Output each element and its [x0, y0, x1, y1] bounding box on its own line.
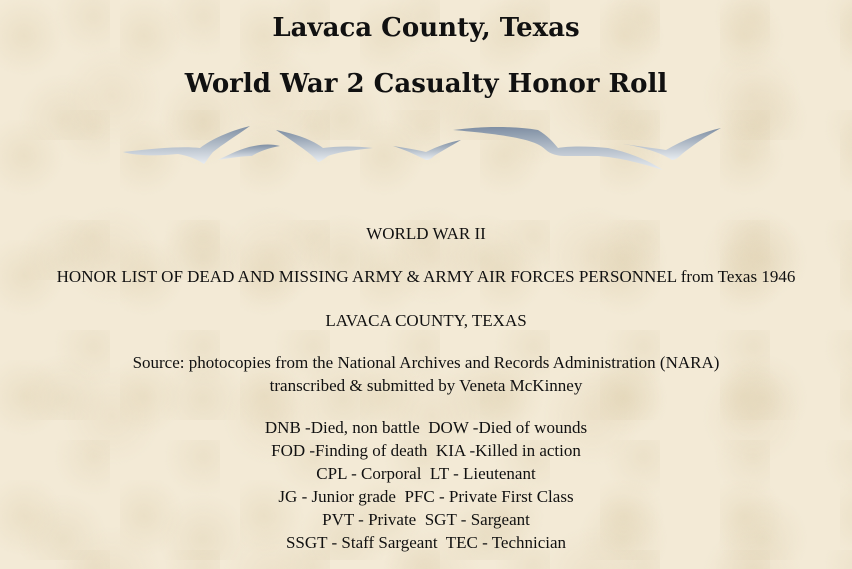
county-label: LAVACA COUNTY, TEXAS — [325, 311, 527, 330]
submitter-line: transcribed & submitted by Veneta McKinney — [269, 376, 583, 395]
legend-item: CPL - Corporal LT - Lieutenant — [316, 464, 536, 483]
page-title: Lavaca County, Texas — [272, 13, 580, 43]
source-credit — [0, 351, 852, 397]
legend-item: SSGT - Staff Sargeant TEC - Technician — [285, 533, 567, 552]
legend-item: FOD -Finding of death KIA -Killed in action — [271, 441, 581, 460]
birds-in-flight-icon — [118, 118, 728, 180]
legend-item: PVT - Private SGT - Sargeant — [322, 510, 530, 529]
section-heading: WORLD WAR II — [366, 224, 486, 243]
abbreviation-legend — [0, 416, 852, 554]
legend-item: DNB -Died, non battle DOW -Died of wounds — [264, 418, 588, 437]
page-subtitle: World War 2 Casualty Honor Roll — [184, 69, 668, 99]
legend-item: JG - Junior grade PFC - Private First Class — [278, 487, 574, 506]
honor-list-description: HONOR LIST OF DEAD AND MISSING ARMY & ARMY AIR FORCES PERSONNEL from Texas 1946 — [56, 267, 796, 286]
source-line: Source: photocopies from the National Archives and Records Administration (NARA) — [132, 353, 720, 372]
